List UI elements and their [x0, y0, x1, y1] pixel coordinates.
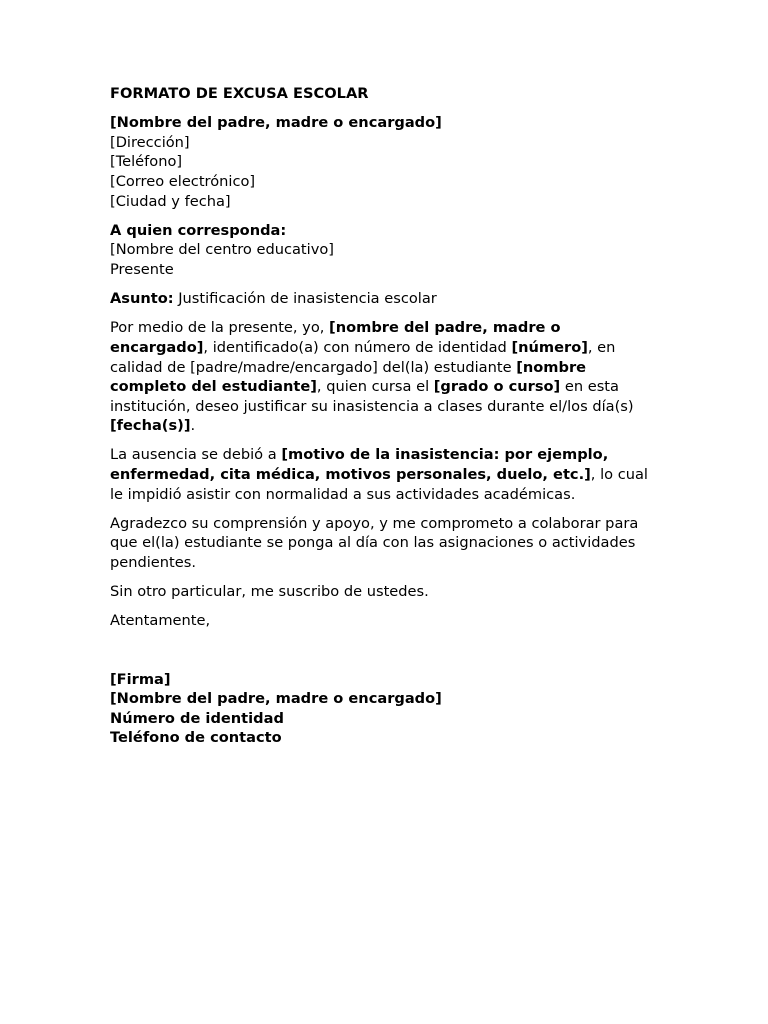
recipient-block [110, 221, 658, 280]
p1-student-name-placeholder: [nombre completo del estudiante] [110, 358, 587, 396]
sender-phone: [Teléfono] [110, 153, 183, 171]
paragraph-justification [110, 318, 658, 436]
signature-firma: [Firma] [110, 670, 171, 688]
subject-block [110, 289, 658, 309]
signature-block [110, 670, 658, 748]
sender-email: [Correo electrónico] [110, 172, 256, 190]
p2-text-1: La ausencia se debió a [110, 446, 282, 464]
p2-reason-placeholder: [motivo de la inasistencia: por ejemplo, enfermedad, cita médica, motivos personales, duelo, etc.] [110, 446, 609, 484]
signature-name: [Nombre del padre, madre o encargado] [110, 690, 442, 708]
document-title: FORMATO DE EXCUSA ESCOLAR [110, 85, 369, 102]
subject-label: Asunto: [110, 290, 174, 308]
paragraph-reason [110, 445, 658, 504]
p1-text-1: Por medio de la presente, yo, [110, 319, 330, 337]
p1-text-6: . [190, 417, 196, 435]
sender-block [110, 113, 658, 211]
signature-space [110, 641, 658, 670]
recipient-school: [Nombre del centro educativo] [110, 241, 334, 259]
paragraph-closing-remark: Sin otro particular, me suscribo de ustedes. [110, 583, 429, 601]
paragraph-gratitude: Agradezco su comprensión y apoyo, y me comprometo a colaborar para que el(la) estudiante se ponga al día con las asignaciones o actividades pendientes. [110, 514, 639, 572]
p1-text-3: , en calidad de [padre/madre/encargado] del(la) estudiante [110, 338, 616, 376]
p1-text-5: en esta institución, deseo justificar su inasistencia a clases durante el/los día(s) [110, 378, 634, 415]
document-title-block [110, 84, 658, 104]
p1-text-4: , quien cursa el [316, 378, 434, 396]
signature-id: Número de identidad [110, 709, 284, 727]
p1-id-number-placeholder: [número] [511, 338, 588, 356]
signature-phone: Teléfono de contacto [110, 729, 282, 747]
recipient-present: Presente [110, 260, 174, 278]
subject-text: Justificación de inasistencia escolar [173, 290, 437, 308]
p1-parent-name-placeholder: [nombre del padre, madre o encargado] [110, 319, 561, 356]
sender-name: [Nombre del padre, madre o encargado] [110, 114, 442, 132]
document-page [110, 84, 658, 758]
subject-line [110, 289, 658, 309]
sender-city-date: [Ciudad y fecha] [110, 192, 231, 210]
closing-salutation: Atentamente, [110, 612, 211, 630]
p2-text-2: , lo cual le impidió asistir con normalidad a sus actividades académicas. [110, 466, 648, 503]
p1-dates-placeholder: [fecha(s)] [110, 417, 191, 435]
p1-text-2: , identificado(a) con número de identidad [203, 338, 512, 356]
recipient-salutation: A quien corresponda: [110, 221, 287, 239]
p1-grade-placeholder: [grado o curso] [433, 378, 561, 396]
sender-address: [Dirección] [110, 133, 190, 151]
